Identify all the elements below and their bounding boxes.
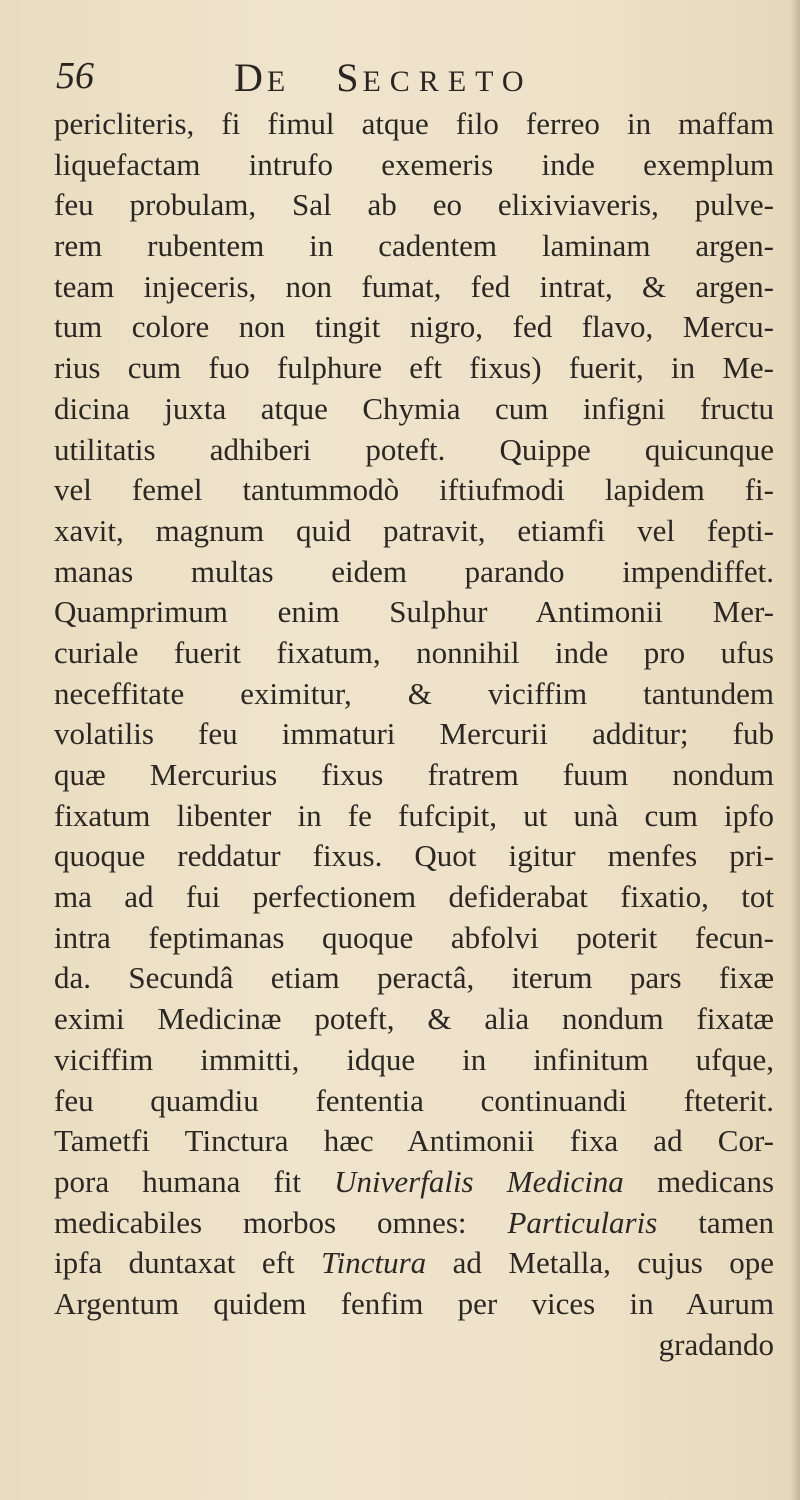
text-line-28-b: tamen — [698, 1204, 774, 1240]
catchword: gradando — [658, 1326, 774, 1362]
text-line-27-a: pora humana fit — [54, 1163, 302, 1199]
text-line-10: vel femel tantummodò iftiufmodi lapidem fi- — [54, 472, 774, 508]
text-line-17: quæ Mercurius fixus fratrem fuum nondum — [54, 757, 774, 792]
text-line-26: Tametfi Tinctura hæc Antimonii fixa ad Cor- — [54, 1123, 774, 1159]
text-line-11: xavit, magnum quid patravit, etiamfi vel fepti- — [54, 512, 774, 548]
running-title-first-rest: E — [266, 65, 295, 98]
text-line-19: quoque reddatur fixus. Quot igitur menfes pri- — [54, 838, 774, 874]
text-line-28-italic: Particularis — [507, 1204, 658, 1240]
text-line-23: eximi Medicinæ poteft, & alia nondum fixatæ — [54, 1001, 774, 1037]
text-line-27-b: medicans — [656, 1163, 775, 1199]
text-line-25: feu quamdiu fententia continuandi fteterit. — [54, 1082, 774, 1118]
running-title-first-cap: D — [234, 55, 267, 100]
text-line-29-italic: Tinctura — [321, 1245, 427, 1281]
text-line-1: pericliteris, fi fimul atque filo ferreo in maffam — [54, 106, 774, 141]
text-line-8: dicina juxta atque Chymia cum infigni fructu — [54, 390, 774, 426]
text-line-21: intra feptimanas quoque abfolvi poterit fecun- — [54, 919, 774, 955]
text-line-12: manas multas eidem parando impendiffet. — [54, 553, 774, 589]
text-line-29-a: ipfa duntaxat eft — [54, 1245, 295, 1281]
text-line-29 — [54, 1243, 774, 1284]
text-line-7: rius cum fuo fulphure eft fixus) fuerit, in Me- — [54, 350, 774, 386]
text-line-20: ma ad fui perfectionem defiderabat fixatio, tot — [54, 879, 774, 915]
page-edge-shadow — [790, 0, 800, 1500]
text-line-29-b: ad Metalla, cujus ope — [452, 1245, 775, 1281]
running-title-second-cap: S — [336, 55, 363, 100]
text-line-3: feu probulam, Sal ab eo elixiviaveris, pulve- — [54, 187, 774, 223]
text-line-6: tum colore non tingit nigro, fed flavo, Mercu- — [54, 309, 774, 345]
text-line-18: fixatum libenter in fe fufcipit, ut unà cum ipfo — [54, 797, 774, 833]
text-line-27-italic: Univerfalis Medicina — [334, 1163, 624, 1199]
text-line-24: viciffim immitti, idque in infinitum ufque, — [54, 1041, 774, 1077]
running-title-second-rest: ECRETO — [362, 65, 533, 98]
page-number: 56 — [56, 55, 94, 97]
text-line-28 — [54, 1203, 774, 1244]
page-header — [56, 52, 756, 102]
text-line-13: Quamprimum enim Sulphur Antimonii Mer- — [54, 594, 774, 630]
running-title — [234, 54, 533, 101]
text-line-9: utilitatis adhiberi poteft. Quippe quicunque — [54, 431, 774, 467]
text-line-30: Argentum quidem fenfim per vices in Aurum — [54, 1285, 774, 1321]
text-line-27 — [54, 1162, 774, 1203]
text-line-22: da. Secundâ etiam peractâ, iterum pars fixæ — [54, 960, 774, 996]
body-text — [54, 104, 774, 1365]
text-line-5: team injeceris, non fumat, fed intrat, & argen- — [54, 268, 774, 304]
text-line-14: curiale fuerit fixatum, nonnihil inde pro ufus — [54, 634, 774, 670]
text-line-2: liquefactam intrufo exemeris inde exemplum — [54, 146, 774, 182]
text-line-16: volatilis feu immaturi Mercurii additur; fub — [54, 716, 774, 752]
text-line-28-a: medicabiles morbos omnes: — [54, 1204, 467, 1240]
text-line-4: rem rubentem in cadentem laminam argen- — [54, 228, 774, 264]
text-line-15: neceffitate eximitur, & viciffim tantundem — [54, 675, 774, 711]
